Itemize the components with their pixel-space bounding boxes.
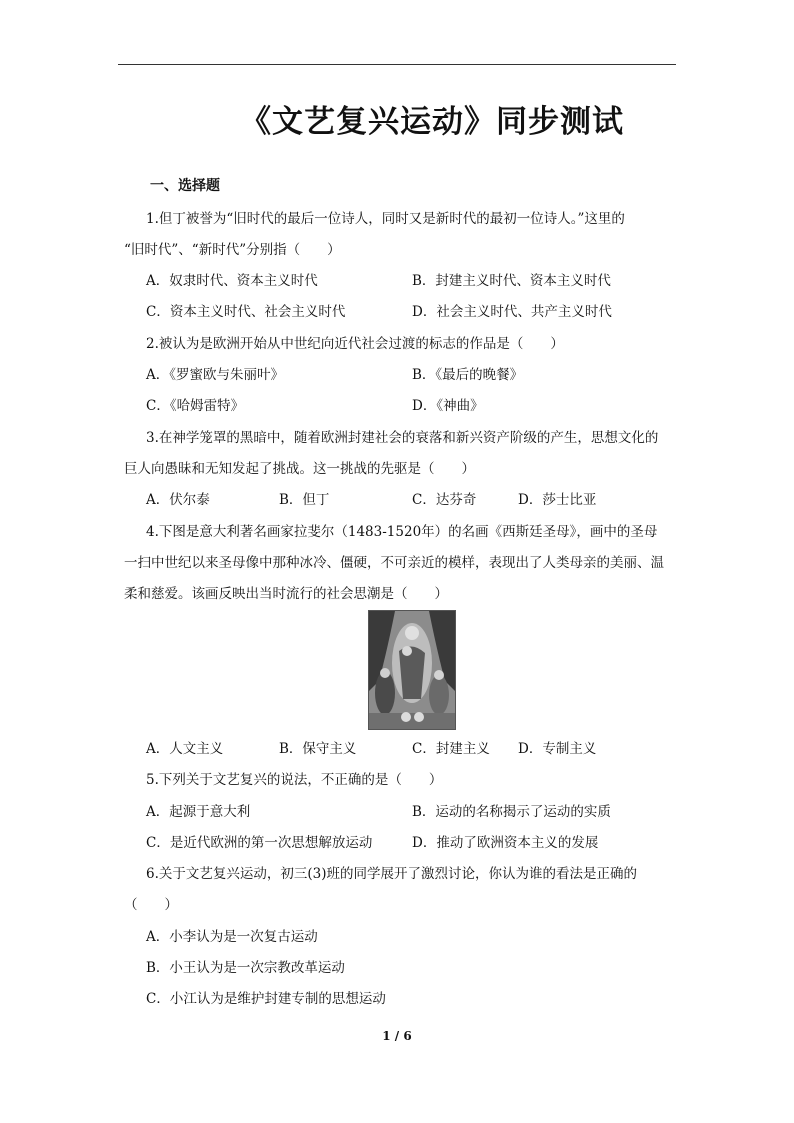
q5-option-c: C．是近代欧洲的第一次思想解放运动 [146, 835, 373, 851]
q4-stem-line-2: 一扫中世纪以来圣母像中那种冰冷、僵硬，不可亲近的模样，表现出了人类母亲的美丽、温 [124, 555, 664, 571]
q1-option-b: B．封建主义时代、资本主义时代 [412, 273, 611, 289]
q6-option-c: C．小江认为是维护封建专制的思想运动 [146, 991, 386, 1007]
q6-option-a: A．小李认为是一次复古运动 [146, 929, 318, 945]
q4-stem-line-1: 4.下图是意大利著名画家拉斐尔（1483-1520年）的名画《西斯廷圣母》，画中的圣母 [146, 524, 658, 540]
q2-option-c: C．《哈姆雷特》 [146, 398, 245, 414]
q1-option-c: C．资本主义时代、社会主义时代 [146, 304, 346, 320]
section-heading: 一、选择题 [150, 178, 220, 194]
q5-option-b: B．运动的名称揭示了运动的实质 [412, 804, 611, 820]
q6-stem-line-2: （ ） [124, 897, 178, 913]
page-title: 《文艺复兴运动》同步测试 [240, 104, 624, 140]
q3-option-d: D．莎士比亚 [518, 492, 597, 508]
q3-option-a: A．伏尔泰 [146, 492, 210, 508]
q2-option-a: A．《罗蜜欧与朱丽叶》 [146, 367, 284, 383]
q1-option-a: A．奴隶时代、资本主义时代 [146, 273, 318, 289]
page-number: 1 / 6 [382, 1029, 412, 1043]
q5-option-a: A．起源于意大利 [146, 804, 251, 820]
q6-option-b: B．小王认为是一次宗教改革运动 [146, 960, 345, 976]
q3-stem-line-2: 巨人向愚昧和无知发起了挑战。这一挑战的先驱是（ ） [124, 461, 475, 477]
q4-stem-line-3: 柔和慈爱。该画反映出当时流行的社会思潮是（ ） [124, 586, 448, 602]
q6-stem-line-1: 6.关于文艺复兴运动，初三(3)班的同学展开了激烈讨论，你认为谁的看法是正确的 [146, 866, 638, 882]
q2-option-d: D．《神曲》 [412, 398, 484, 414]
q2-option-b: B．《最后的晚餐》 [412, 367, 524, 383]
header-rule [118, 64, 676, 65]
q4-option-c: C．封建主义 [412, 741, 490, 757]
q1-stem-line-2: “旧时代”、“新时代”分别指（ ） [124, 242, 341, 258]
q2-stem: 2.被认为是欧洲开始从中世纪向近代社会过渡的标志的作品是（ ） [146, 336, 564, 352]
q3-stem-line-1: 3.在神学笼罩的黑暗中，随着欧洲封建社会的衰落和新兴资产阶级的产生，思想文化的 [146, 430, 659, 446]
q5-option-d: D．推动了欧洲资本主义的发展 [412, 835, 599, 851]
q1-option-d: D．社会主义时代、共产主义时代 [412, 304, 612, 320]
painting-illustration [369, 611, 455, 729]
q1-stem-line-1: 1.但丁被誉为“旧时代的最后一位诗人，同时又是新时代的最初一位诗人。”这里的 [146, 211, 625, 227]
sistine-madonna-painting [368, 610, 456, 730]
q3-option-b: B．但丁 [279, 492, 330, 508]
q5-stem: 5.下列关于文艺复兴的说法，不正确的是（ ） [146, 772, 443, 788]
q3-option-c: C．达芬奇 [412, 492, 477, 508]
q4-option-b: B．保守主义 [279, 741, 357, 757]
q4-option-d: D．专制主义 [518, 741, 597, 757]
q4-option-a: A．人文主义 [146, 741, 224, 757]
